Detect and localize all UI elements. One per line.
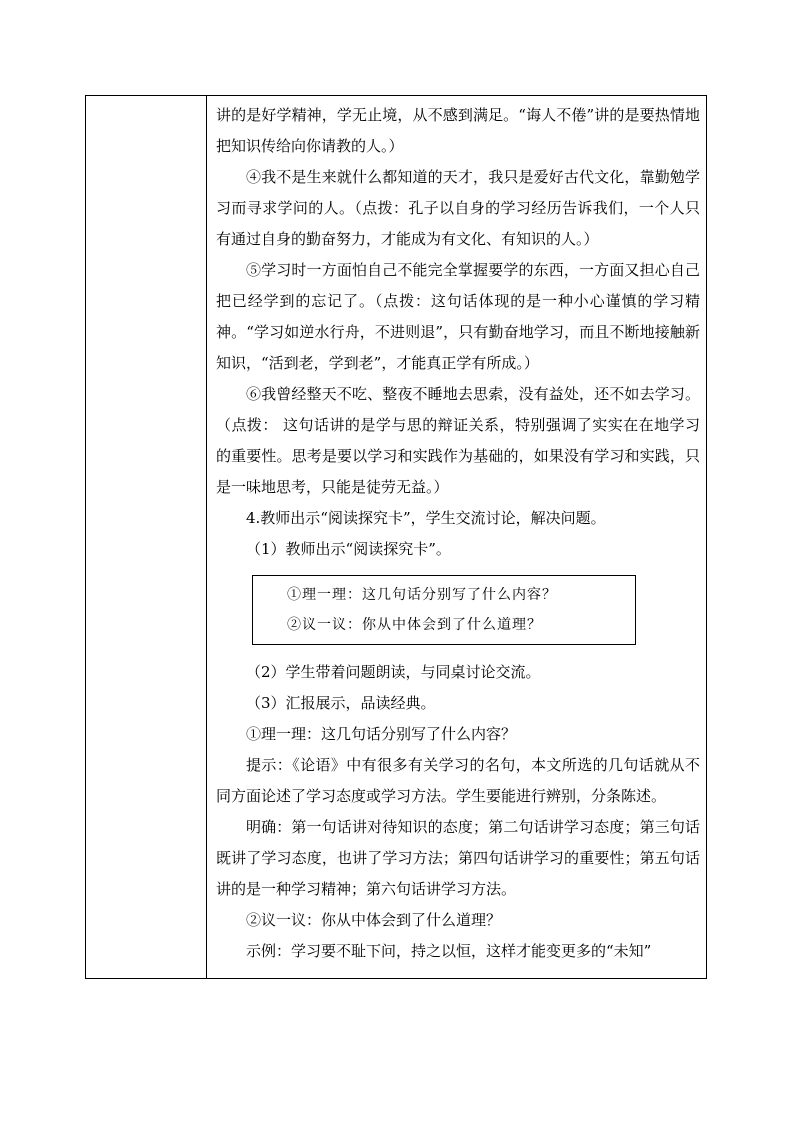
paragraph-sort-heading: ①理一理：这几句话分别写了什么内容？ xyxy=(246,725,517,743)
table-content-cell xyxy=(208,96,706,967)
paragraph-quote-5: ⑤学习时一方面怕自己不能完全掌握要学的东西，一方面又担心自己把已经学到的忘记了。（点拨：这句话体现的是一种小心谨慎的学习精神。“学习如逆水行舟，不进则退”，只有勤奋地学习，而且不断地接触新知识，“活到老，学到老”，才能真正学有所成。） xyxy=(216,261,700,372)
paragraph-hint: 提示：《论语》中有很多有关学习的名句，本文所选的几句话就从不同方面论述了学习态度或学习方法。学生要能进行辨别，分条陈述。 xyxy=(216,756,700,805)
paragraph-continuation: 讲的是好学精神，学无止境，从不感到满足。“诲人不倦”讲的是要热情地把知识传给向你请教的人。） xyxy=(216,106,700,155)
paragraph-quote-4: ④我不是生来就什么都知道的天才，我只是爱好古代文化，靠勤勉学习而寻求学问的人。（点拨：孔子以自身的学习经历告诉我们，一个人只有通过自身的勤奋努力，才能成为有文化、有知识的人。） xyxy=(216,168,700,248)
card-question-1: ①理一理：这几句话分别写了什么内容？ xyxy=(287,587,557,603)
paragraph-quote-6: ⑥我曾经整天不吃、整夜不睡地去思索，没有益处，还不如去学习。（点拨： 这句话讲的是学与思的辩证关系，特别强调了实实在在地学习的重要性。思考是要以学习和实践作为基础的，如果没有学习和实践，只是一味地思考，只能是徒劳无益。） xyxy=(216,385,700,496)
paragraph-example: 示例：学习要不耻下问，持之以恒，这样才能变更多的“未知” xyxy=(246,942,652,960)
reading-inquiry-card xyxy=(252,575,636,645)
paragraph-clarify: 明确：第一句话讲对待知识的态度；第二句话讲学习态度；第三句话既讲了学习态度，也讲了学习方法；第四句话讲学习的重要性；第五句话讲的是一种学习精神；第六句话讲学习方法。 xyxy=(216,818,700,898)
table-left-column xyxy=(86,96,207,978)
paragraph-step-4-2: （2）学生带着问题朗读，与同桌讨论交流。 xyxy=(246,663,541,681)
card-question-2: ②议一议：你从中体会到了什么道理？ xyxy=(287,617,542,633)
paragraph-discuss-heading: ②议一议：你从中体会到了什么道理？ xyxy=(246,911,502,929)
paragraph-step-4-3: （3）汇报展示，品读经典。 xyxy=(246,694,436,712)
lesson-table xyxy=(85,95,707,979)
paragraph-step-4: 4.教师出示“阅读探究卡”，学生交流讨论，解决问题。 xyxy=(246,509,606,527)
paragraph-step-4-1: （1）教师出示“阅读探究卡”。 xyxy=(246,540,451,558)
